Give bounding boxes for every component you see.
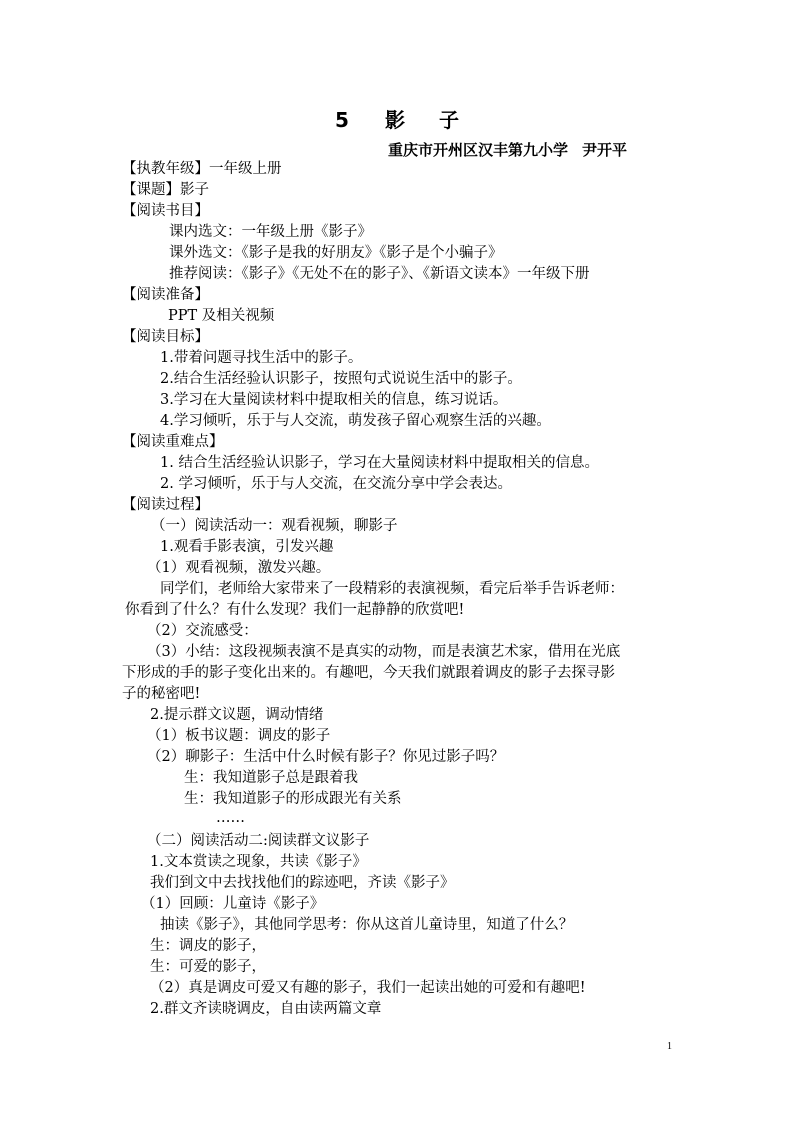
text-line: 我们到文中去找找他们的踪迹吧，齐读《影子》 xyxy=(150,875,455,891)
text-line: …… xyxy=(216,810,245,826)
text-line: 抽读《影子》，其他同学思考：你从这首儿童诗里，知道了什么？ xyxy=(160,917,574,933)
text-line: 课外选文：《影子是我的好朋友》《影子是个小骗子》 xyxy=(169,245,503,261)
author-name: 尹开平 xyxy=(582,141,628,159)
text-line: 2.群文齐读晓调皮，自由读两篇文章 xyxy=(150,1001,382,1017)
text-line: 生：我知道影子的形成跟光有关系 xyxy=(184,791,402,807)
text-line: 【执教年级】一年级上册 xyxy=(122,161,282,177)
text-line: 推荐阅读：《影子》《无处不在的影子》、《新语文读本》一年级下册 xyxy=(169,266,590,282)
text-line: 同学们，老师给大家带来了一段精彩的表演视频，看完后举手告诉老师： xyxy=(160,581,624,597)
text-line: 生：调皮的影子， xyxy=(150,938,266,954)
text-line: 子的秘密吧! xyxy=(122,686,201,702)
author-line xyxy=(388,139,627,160)
text-line: 生：可爱的影子， xyxy=(150,959,266,975)
text-line: PPT 及相关视频 xyxy=(168,308,275,324)
page-title xyxy=(0,104,794,133)
text-line: 课内选文：一年级上册《影子》 xyxy=(169,224,372,240)
text-line: （二）阅读活动二:阅读群文议影子 xyxy=(147,833,370,849)
text-line: 3.学习在大量阅读材料中提取相关的信息，练习说话。 xyxy=(160,392,508,408)
title-char-1: 影 xyxy=(384,108,405,132)
text-line: （一）阅读活动一：观看视频，聊影子 xyxy=(151,518,398,534)
text-line: （3）小结：这段视频表演不是真实的动物，而是表演艺术家，借用在光底 xyxy=(147,644,621,660)
text-line: （2）真是调皮可爱又有趣的影子，我们一起读出她的可爱和有趣吧! xyxy=(150,980,586,996)
school-name: 重庆市开州区汉丰第九小学 xyxy=(388,141,569,159)
text-line: 【阅读过程】 xyxy=(122,497,209,513)
text-line: 【课题】影子 xyxy=(122,182,209,198)
text-line: （1）观看视频，激发兴趣。 xyxy=(147,560,331,576)
text-line: 2.提示群文议题，调动情绪 xyxy=(150,707,324,723)
text-line: 【阅读重难点】 xyxy=(122,434,224,450)
text-line: （2）交流感受： xyxy=(147,623,258,639)
title-char-2: 子 xyxy=(438,108,459,132)
text-line: 1.观看手影表演，引发兴趣 xyxy=(160,539,334,555)
text-line: 1. 结合生活经验认识影子，学习在大量阅读材料中提取相关的信息。 xyxy=(160,455,599,471)
page-number: 1 xyxy=(667,1041,672,1052)
text-line: 你看到了什么？有什么发现？我们一起静静的欣赏吧! xyxy=(125,602,465,618)
text-line: 2.结合生活经验认识影子，按照句式说说生活中的影子。 xyxy=(160,371,522,387)
text-line: 【阅读书目】 xyxy=(122,203,209,219)
text-line: 1.带着问题寻找生活中的影子。 xyxy=(160,350,363,366)
lesson-number: 5 xyxy=(335,108,349,132)
text-line: （1）回顾：儿童诗《影子》 xyxy=(141,896,325,912)
text-line: 【阅读目标】 xyxy=(122,329,209,345)
text-line: 生：我知道影子总是跟着我 xyxy=(184,770,358,786)
text-line: 【阅读准备】 xyxy=(122,287,209,303)
text-line: 1.文本赏读之现象，共读《影子》 xyxy=(150,854,367,870)
text-line: 下形成的手的影子变化出来的。有趣吧，今天我们就跟着调皮的影子去探寻影 xyxy=(122,665,615,681)
text-line: 4.学习倾听，乐于与人交流，萌发孩子留心观察生活的兴趣。 xyxy=(160,413,551,429)
text-line: 2. 学习倾听，乐于与人交流，在交流分享中学会表达。 xyxy=(160,476,512,492)
text-line: （1）板书议题：调皮的影子 xyxy=(147,728,331,744)
text-line: （2）聊影子：生活中什么时候有影子？你见过影子吗？ xyxy=(147,749,505,765)
